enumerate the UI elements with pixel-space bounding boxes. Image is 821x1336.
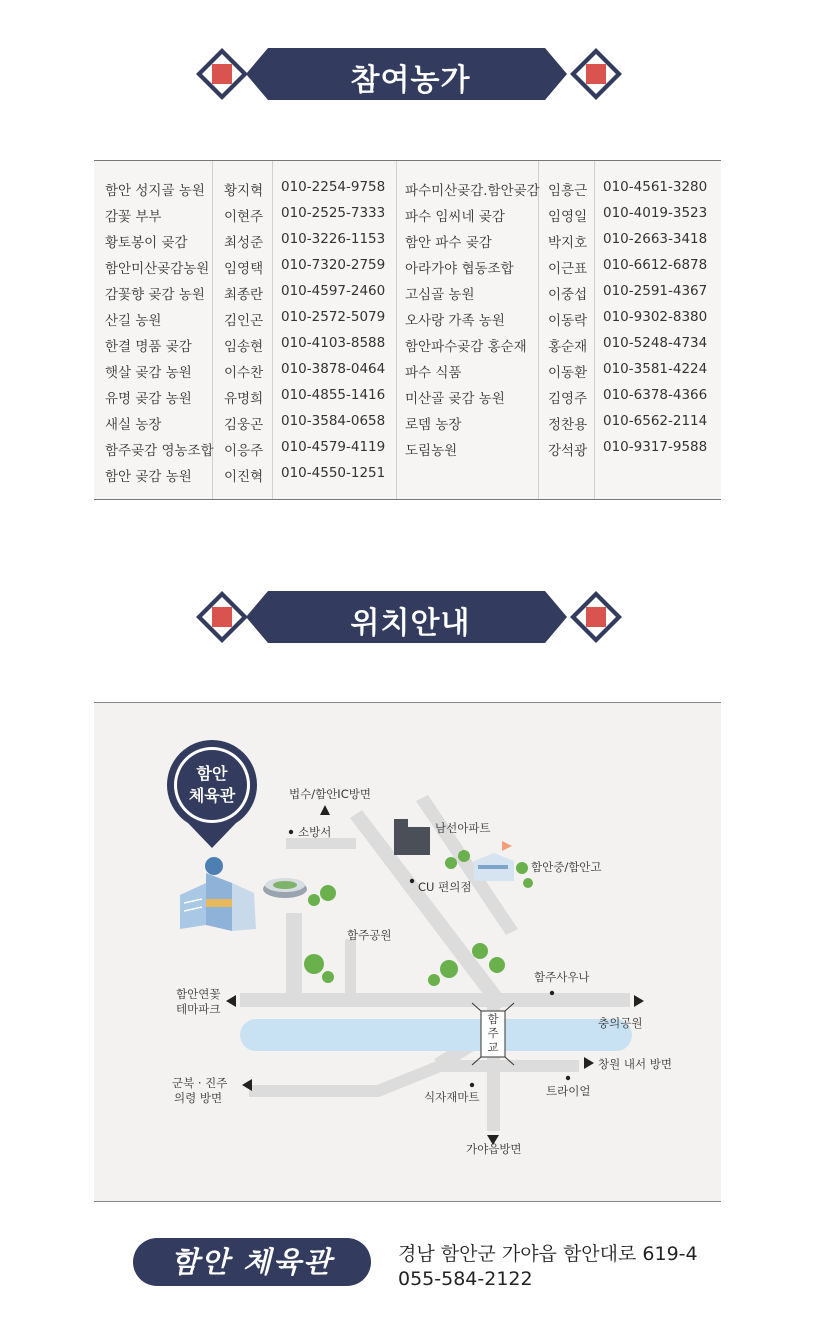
farm-name: 로뎀 농장 bbox=[405, 417, 462, 433]
venue-contact bbox=[398, 1242, 698, 1292]
stadium-icon bbox=[263, 878, 307, 898]
label-bridge-1: 함 bbox=[487, 1012, 499, 1026]
label-changwon: 창원 내서 방면 bbox=[598, 1057, 672, 1071]
farmer-name: 임흥근 bbox=[548, 183, 588, 199]
farm-name: 유명 곶감 농원 bbox=[105, 391, 192, 407]
farm-name: 감꽃향 곶감 농원 bbox=[105, 287, 205, 303]
pin-label-line2: 체육관 bbox=[188, 786, 236, 805]
label-mart: 식자재마트 bbox=[424, 1090, 480, 1104]
farm-name: 함안 곶감 농원 bbox=[105, 469, 192, 485]
farm-name: 함안미산곶감농원 bbox=[105, 261, 210, 277]
farm-phone: 010-7320-2759 bbox=[281, 257, 386, 273]
label-beopsu: 법수/함안IC방면 bbox=[289, 787, 371, 801]
farmer-name: 홍순재 bbox=[548, 339, 588, 355]
label-chungui: 충의공원 bbox=[598, 1016, 643, 1030]
farm-phone: 010-4103-8588 bbox=[281, 335, 386, 351]
farm-phone: 010-4019-3523 bbox=[603, 205, 708, 221]
farmer-name: 임영택 bbox=[224, 261, 264, 277]
farm-name: 한결 명품 곶감 bbox=[105, 339, 192, 355]
label-park: 함주공원 bbox=[347, 928, 392, 942]
farm-name: 미산골 곶감 농원 bbox=[405, 391, 505, 407]
farm-phone: 010-3226-1153 bbox=[281, 231, 386, 247]
farm-name: 새실 농장 bbox=[105, 417, 162, 433]
farmer-name: 이현주 bbox=[224, 209, 264, 225]
farmer-name: 이근표 bbox=[548, 261, 588, 277]
farmer-name: 이수찬 bbox=[224, 365, 264, 381]
farm-name: 함안 파수 곶감 bbox=[405, 235, 492, 251]
farm-phone: 010-6378-4366 bbox=[603, 387, 708, 403]
farmer-name: 이동락 bbox=[548, 313, 588, 329]
farm-phone: 010-6612-6878 bbox=[603, 257, 708, 273]
label-namseon-apt: 남선아파트 bbox=[435, 821, 491, 835]
farmer-name: 이응주 bbox=[224, 443, 264, 459]
farmer-name: 김웅곤 bbox=[224, 417, 264, 433]
farm-phone: 010-2525-7333 bbox=[281, 205, 386, 221]
farm-name: 햇살 곶감 농원 bbox=[105, 365, 192, 381]
farm-phone: 010-4855-1416 bbox=[281, 387, 386, 403]
farm-name: 함안 성지골 농원 bbox=[105, 183, 205, 199]
farmer-name: 정찬용 bbox=[548, 417, 588, 433]
farm-name: 함주곶감 영농조합 bbox=[105, 443, 214, 459]
farm-phone: 010-4561-3280 bbox=[603, 179, 708, 195]
farmer-name: 임송현 bbox=[224, 339, 264, 355]
label-sauna: 함주사우나 bbox=[534, 970, 590, 984]
venue-address: 경남 함안군 가야읍 함안대로 619-4 bbox=[398, 1243, 698, 1265]
venue-name-badge: 함안 체육관 bbox=[133, 1238, 371, 1286]
farm-phone: 010-9317-9588 bbox=[603, 439, 708, 455]
label-gunbuk-2: 의령 방면 bbox=[174, 1091, 223, 1105]
label-bridge-3: 교 bbox=[487, 1040, 499, 1054]
farm-phone: 010-5248-4734 bbox=[603, 335, 708, 351]
farm-phone: 010-4597-2460 bbox=[281, 283, 386, 299]
farm-name: 파수 임씨네 곶감 bbox=[405, 209, 505, 225]
school-icon bbox=[474, 841, 514, 881]
section-title-participating: 참여농가 bbox=[350, 63, 471, 98]
label-cu: CU 편의점 bbox=[418, 880, 472, 894]
farm-phone: 010-3878-0464 bbox=[281, 361, 386, 377]
farmer-name: 이동환 bbox=[548, 365, 588, 381]
farmer-name: 황지혁 bbox=[224, 183, 264, 199]
section-title-location: 위치안내 bbox=[350, 606, 471, 641]
label-gaya: 가야읍방면 bbox=[466, 1142, 522, 1156]
label-bridge-2: 주 bbox=[487, 1026, 499, 1040]
farmer-name: 임영일 bbox=[548, 209, 588, 225]
farm-name: 황토봉이 곶감 bbox=[105, 235, 188, 251]
farm-name: 파수미산곶감.함안곶감 bbox=[405, 183, 540, 199]
farmer-name: 이중섭 bbox=[548, 287, 588, 303]
farmer-name: 강석광 bbox=[548, 443, 588, 459]
farmer-name: 김인곤 bbox=[224, 313, 264, 329]
farm-phone: 010-2254-9758 bbox=[281, 179, 386, 195]
farm-name: 파수 식품 bbox=[405, 365, 462, 381]
farm-phone: 010-3581-4224 bbox=[603, 361, 708, 377]
label-gunbuk-1: 군북 · 진주 bbox=[172, 1076, 228, 1090]
river bbox=[240, 1019, 632, 1051]
farmer-name: 유명희 bbox=[224, 391, 264, 407]
label-school: 함안중/함안고 bbox=[531, 860, 602, 874]
farm-phone: 010-2591-4367 bbox=[603, 283, 708, 299]
apartment-icon bbox=[394, 819, 430, 855]
farm-phone: 010-3584-0658 bbox=[281, 413, 386, 429]
farm-name: 감꽃 부부 bbox=[105, 209, 162, 225]
label-yeonkkot-2: 테마파크 bbox=[176, 1002, 221, 1016]
farm-name: 고심골 농원 bbox=[405, 287, 475, 303]
farm-name: 아라가야 협동조합 bbox=[405, 261, 514, 277]
farmer-name: 최성준 bbox=[224, 235, 264, 251]
pin-label-line1: 함안 bbox=[196, 764, 228, 783]
farm-phone: 010-2663-3418 bbox=[603, 231, 708, 247]
farm-table bbox=[94, 160, 721, 500]
label-fire-station: 소방서 bbox=[298, 825, 332, 839]
farmer-name: 박지호 bbox=[548, 235, 588, 251]
label-yeonkkot-1: 함안연꽃 bbox=[176, 987, 221, 1001]
arrow-left-icon bbox=[226, 995, 236, 1007]
roads bbox=[240, 795, 634, 1131]
farm-phone: 010-4579-4119 bbox=[281, 439, 386, 455]
farm-phone: 010-4550-1251 bbox=[281, 465, 386, 481]
label-triol: 트라이얼 bbox=[546, 1084, 591, 1098]
gym-building-icon bbox=[180, 857, 256, 931]
farmer-name: 김영주 bbox=[548, 391, 588, 407]
farm-phone: 010-9302-8380 bbox=[603, 309, 708, 325]
farm-name: 함안파수곶감 홍순재 bbox=[405, 339, 527, 355]
location-map bbox=[94, 702, 721, 1202]
farmer-name: 최종란 bbox=[224, 287, 264, 303]
farm-phone: 010-6562-2114 bbox=[603, 413, 708, 429]
farm-name: 도림농원 bbox=[405, 443, 458, 459]
farmer-name: 이진혁 bbox=[224, 469, 264, 485]
farm-name: 오사랑 가족 농원 bbox=[405, 313, 505, 329]
farm-name: 산길 농원 bbox=[105, 313, 162, 329]
venue-phone: 055-584-2122 bbox=[398, 1268, 533, 1290]
farm-phone: 010-2572-5079 bbox=[281, 309, 386, 325]
